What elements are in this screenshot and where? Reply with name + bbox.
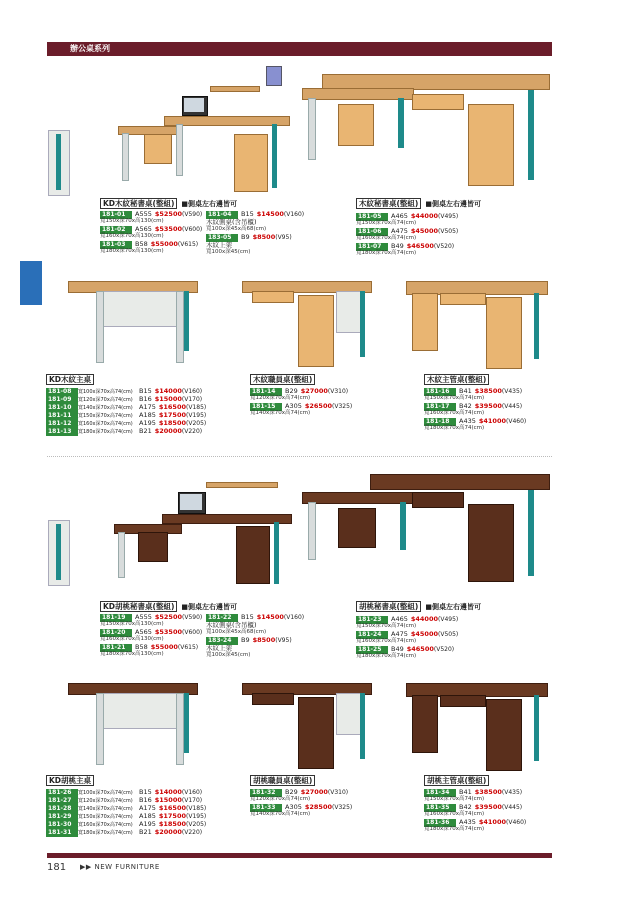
price-row: 181-27 寬120x深70x高74(cm) B16 $15000(V170) — [48, 796, 203, 804]
product-title: 木紋主管桌(整組) — [424, 374, 489, 385]
kd-walnut-secretary-desk-image — [114, 470, 292, 592]
product-title: KD胡桃秘書桌(整組) — [100, 601, 177, 612]
price-row: 181-17 B42 $39500(V445) — [426, 402, 523, 410]
price-row: 181-06 A475 $45000(V505) — [358, 227, 459, 235]
price-row: 181-16 B41 $38500(V435) — [426, 387, 523, 395]
price-row: 181-36 A435 $41000(V460) — [426, 818, 527, 826]
price-row: 181-07 B49 $46500(V520) — [358, 242, 455, 250]
price-row: 181-20 A565 $53500(V600) — [102, 628, 203, 636]
side-frame-image — [48, 520, 70, 586]
price-row: 181-12 寬160x深70x高74(cm) A195 $18500(V205) — [48, 419, 207, 427]
price-row: 181-15 A305 $26500(V325) — [252, 402, 353, 410]
price-row: 181-24 A475 $45000(V505) — [358, 630, 459, 638]
price-row: 181-21 B58 $55000(V615) — [102, 643, 199, 651]
price-row: 181-33 A305 $28500(V325) — [252, 803, 353, 811]
price-row: 181-23 A465 $44000(V495) — [358, 615, 459, 623]
product-block-oak-secretary: 木紋秘書桌(整組) ■側桌左右邊皆可 181-05 A465 $44000(V495) 寬150x深70x高74(cm) 181-06 A475 $45000(V505) 寬160x深70x高74(cm) 181-07 B49 $46500(V520) 寬180x深70x高74(cm) — [356, 198, 536, 257]
product-block-walnut-secretary: 胡桃秘書桌(整組) ■側桌左右邊皆可 181-23 A465 $44000(V495) 寬150x深70x高74(cm) 181-24 A475 $45000(V505) 寬160x深70x高74(cm) 181-25 B49 $46500(V520) 寬180x深70x高74(cm) — [356, 601, 536, 660]
walnut-secretary-desk-image — [302, 474, 550, 588]
kd-walnut-main-desk-image — [68, 683, 198, 771]
product-title: KD木紋秘書桌(整組) — [100, 198, 177, 209]
oak-staff-desk-image — [242, 281, 372, 373]
kd-oak-main-desk-image — [68, 281, 198, 369]
price-row: 181-11 寬150x深70x高74(cm) A185 $17500(V195) — [48, 411, 207, 419]
price-row: 181-13 寬180x深70x高74(cm) B21 $20000(V220) — [48, 427, 203, 435]
product-block-walnut-manager: 胡桃主管桌(整組) 181-34 B41 $38500(V435) 寬150x深70x高74(cm) 181-35 B42 $39500(V445) 寬160x深70x高74(cm) 181-36 A435 $41000(V460) 寬180x深70x高74(cm) — [424, 775, 554, 833]
product-title: KD胡桃主桌 — [46, 775, 94, 786]
kd-oak-secretary-desk-image — [118, 66, 290, 196]
header-label: 辦公桌系列 — [70, 44, 110, 53]
walnut-manager-desk-image — [406, 683, 548, 773]
product-block-kd-oak-main — [46, 374, 236, 435]
price-row: 181-25 B49 $46500(V520) — [358, 645, 455, 653]
price-row: 181-35 B42 $39500(V445) — [426, 803, 523, 811]
page-number: 181 — [47, 862, 67, 873]
price-row: 181-09 寬120x深70x高74(cm) B16 $15000(V170) — [48, 395, 203, 403]
price-row: 181-03 B58 $55000(V615) — [102, 240, 199, 248]
price-row: 181-30 寬160x深70x高74(cm) A195 $18500(V205) — [48, 820, 207, 828]
price-row: 181-04 B15 $14500(V160) — [208, 210, 305, 218]
price-row: 181-08 寬100x深70x高74(cm) B15 $14000(V160) — [48, 387, 203, 395]
price-row: 183-05 B9 $8500(V95) — [208, 233, 292, 241]
oak-secretary-desk-image — [302, 74, 550, 194]
product-title: KD木紋主桌 — [46, 374, 94, 385]
price-row: 181-05 A465 $44000(V495) — [358, 212, 459, 220]
product-note: ■側桌左右邊皆可 — [181, 200, 238, 208]
product-block-oak-staff: 木紋職員桌(整組) 181-14 B29 $27000(V310) 寬120x深70x高74(cm) 181-15 A305 $26500(V325) 寬140x深70x高74(cm) — [250, 374, 380, 417]
product-title: 胡桃職員桌(整組) — [250, 775, 315, 786]
oak-manager-desk-image — [406, 281, 548, 373]
price-row: 181-28 寬140x深70x高74(cm) A175 $16500(V185) — [48, 804, 207, 812]
product-block-oak-manager: 木紋主管桌(整組) 181-16 B41 $38500(V435) 寬150x深70x高74(cm) 181-17 B42 $39500(V445) 寬160x深70x高74(cm) 181-18 A435 $41000(V460) 寬180x深70x高74(cm) — [424, 374, 554, 432]
price-row: 181-01 A555 $52500(V590) — [102, 210, 203, 218]
price-row: 181-14 B29 $27000(V310) — [252, 387, 349, 395]
price-row: 181-19 A555 $52500(V590) — [102, 613, 203, 621]
price-row: 181-18 A435 $41000(V460) — [426, 417, 527, 425]
price-row: 181-32 B29 $27000(V310) — [252, 788, 349, 796]
product-block-kd-oak-secretary: KD木紋秘書桌(整組) ■側桌左右邊皆可 181-01 A555 $52500(V590) 寬150x深70x高130(cm) 181-02 A565 $53500(V600) 寬160x深70x高130(cm) 181-03 B58 $55000(V615) 寬180x深70x高130(cm) 181-04 B15 $14500(V160) 木紋側桌(含吊櫃) 寬100x深45x高68(cm) 183-05 B9 $8500(V95) 木紋上架 寬100x深45(cm) — [100, 199, 305, 255]
product-block-walnut-staff: 胡桃職員桌(整組) 181-32 B29 $27000(V310) 寬120x深70x高74(cm) 181-33 A305 $28500(V325) 寬140x深70x高74(cm) — [250, 775, 380, 818]
price-row: 181-26 寬100x深70x高74(cm) B15 $14000(V160) — [48, 788, 203, 796]
section-divider — [47, 456, 552, 457]
price-row: 181-34 B41 $38500(V435) — [426, 788, 523, 796]
product-title: 木紋秘書桌(整組) — [356, 198, 421, 209]
price-row: 181-29 寬150x深70x高74(cm) A185 $17500(V195) — [48, 812, 207, 820]
side-frame-image — [48, 130, 70, 196]
product-title: 胡桃秘書桌(整組) — [356, 601, 421, 612]
footer-bar — [47, 853, 552, 858]
product-note: ■側桌左右邊皆可 — [425, 200, 481, 208]
price-row: 181-31 寬180x深70x高74(cm) B21 $20000(V220) — [48, 828, 203, 836]
product-note: ■側桌左右邊皆可 — [425, 603, 481, 611]
product-title: 木紋職員桌(整組) — [250, 374, 315, 385]
price-row: 181-10 寬140x深70x高74(cm) A175 $16500(V185) — [48, 403, 207, 411]
price-row: 181-22 B15 $14500(V160) — [208, 613, 305, 621]
header-bar — [47, 42, 552, 56]
product-title: 胡桃主管桌(整組) — [424, 775, 489, 786]
walnut-staff-desk-image — [242, 683, 372, 773]
price-row: 181-02 A565 $53500(V600) — [102, 225, 203, 233]
footer-label: ▶▶ NEW FURNITURE — [80, 863, 160, 871]
price-row: 183-24 B9 $8500(V95) — [208, 636, 292, 644]
product-note: ■側桌左右邊皆可 — [181, 603, 238, 611]
section-side-tab — [20, 261, 42, 305]
product-block-kd-walnut-secretary: KD胡桃秘書桌(整組) ■側桌左右邊皆可 181-19 A555 $52500(V590) 寬150x深70x高130(cm) 181-20 A565 $53500(V600) 寬160x深70x高130(cm) 181-21 B58 $55000(V615) 寬180x深70x高130(cm) 181-22 B15 $14500(V160) 木紋側桌(含吊櫃) 寬100x深45x高68(cm) 183-24 B9 $8500(V95) 木紋上架 寬100x深45(cm) — [100, 602, 305, 658]
product-block-kd-walnut-main — [46, 775, 236, 836]
